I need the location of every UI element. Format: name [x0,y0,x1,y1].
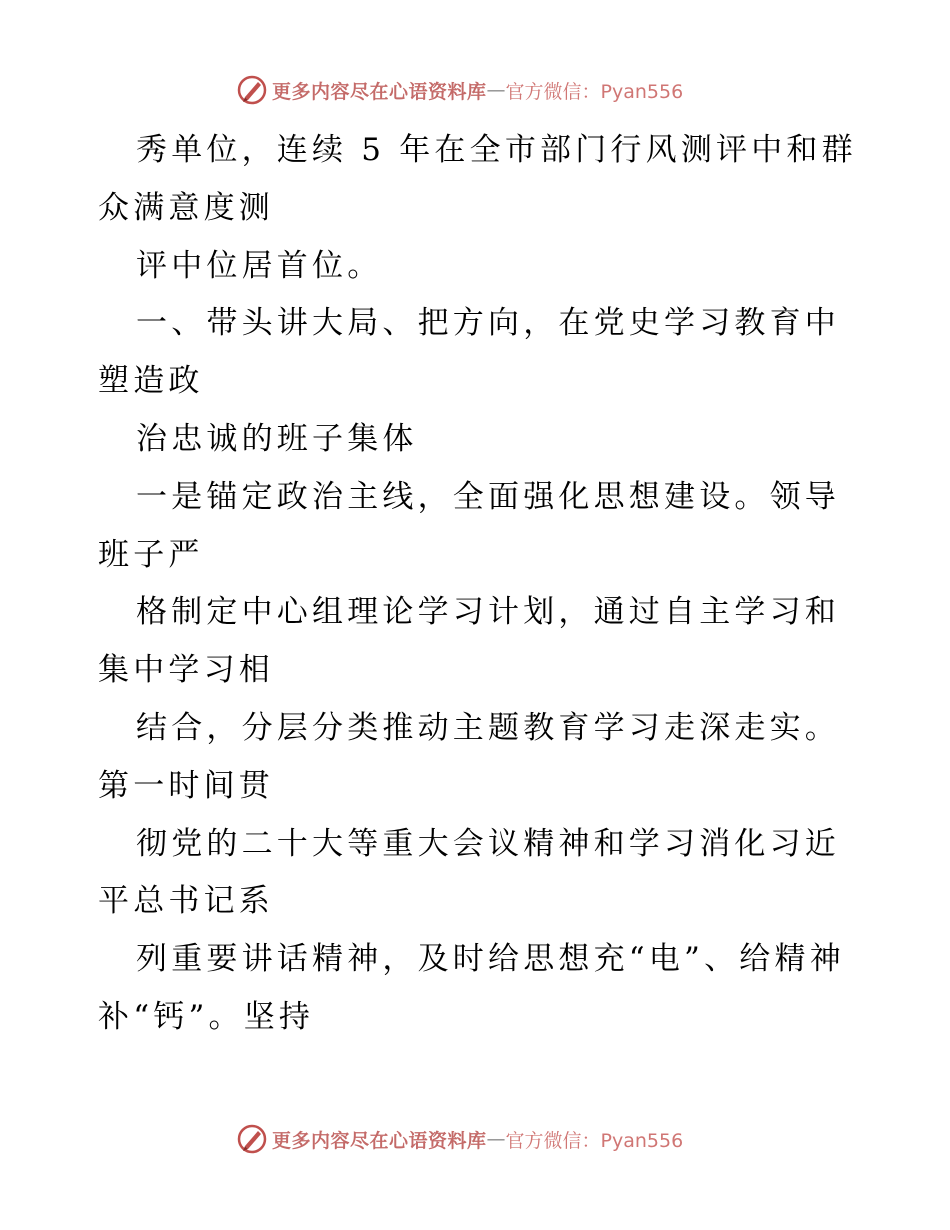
pen-logo-icon [236,1123,268,1155]
paragraph: 彻党的二十大等重大会议精神和学习消化习近平总书记系 [98,825,840,920]
paragraph: 治忠诚的班子集体 [136,420,418,457]
watermark-brand: 更多内容尽在心语资料库 [272,1129,487,1152]
watermark-separator: — [486,79,506,101]
paragraph: 列重要讲话精神，及时给思想充“电”、给精神补“钙”。坚持 [98,941,845,1035]
watermark-separator: — [486,1128,506,1150]
paragraph: 格制定中心组理论学习计划，通过自主学习和集中学习相 [98,594,840,689]
paragraph: 一、带头讲大局、把方向，在党史学习教育中塑造政 [98,305,840,400]
paragraph: 评中位居首位。 [136,247,383,284]
watermark-brand: 更多内容尽在心语资料库 [272,80,487,103]
header-watermark [236,72,683,108]
footer-watermark [236,1121,683,1157]
pen-logo-icon [236,74,268,106]
watermark-contact: 官方微信：Pyan556 [505,80,684,103]
paragraph: 一是锚定政治主线，全面强化思想建设。领导班子严 [98,478,840,573]
watermark-contact: 官方微信：Pyan556 [505,1129,684,1152]
document-body [98,122,858,1047]
paragraph: 结合，分层分类推动主题教育学习走深走实。第一时间贯 [98,709,840,804]
paragraph: 秀单位，连续 5 年在全市部门行风测评中和群众满意度测 [98,132,857,226]
